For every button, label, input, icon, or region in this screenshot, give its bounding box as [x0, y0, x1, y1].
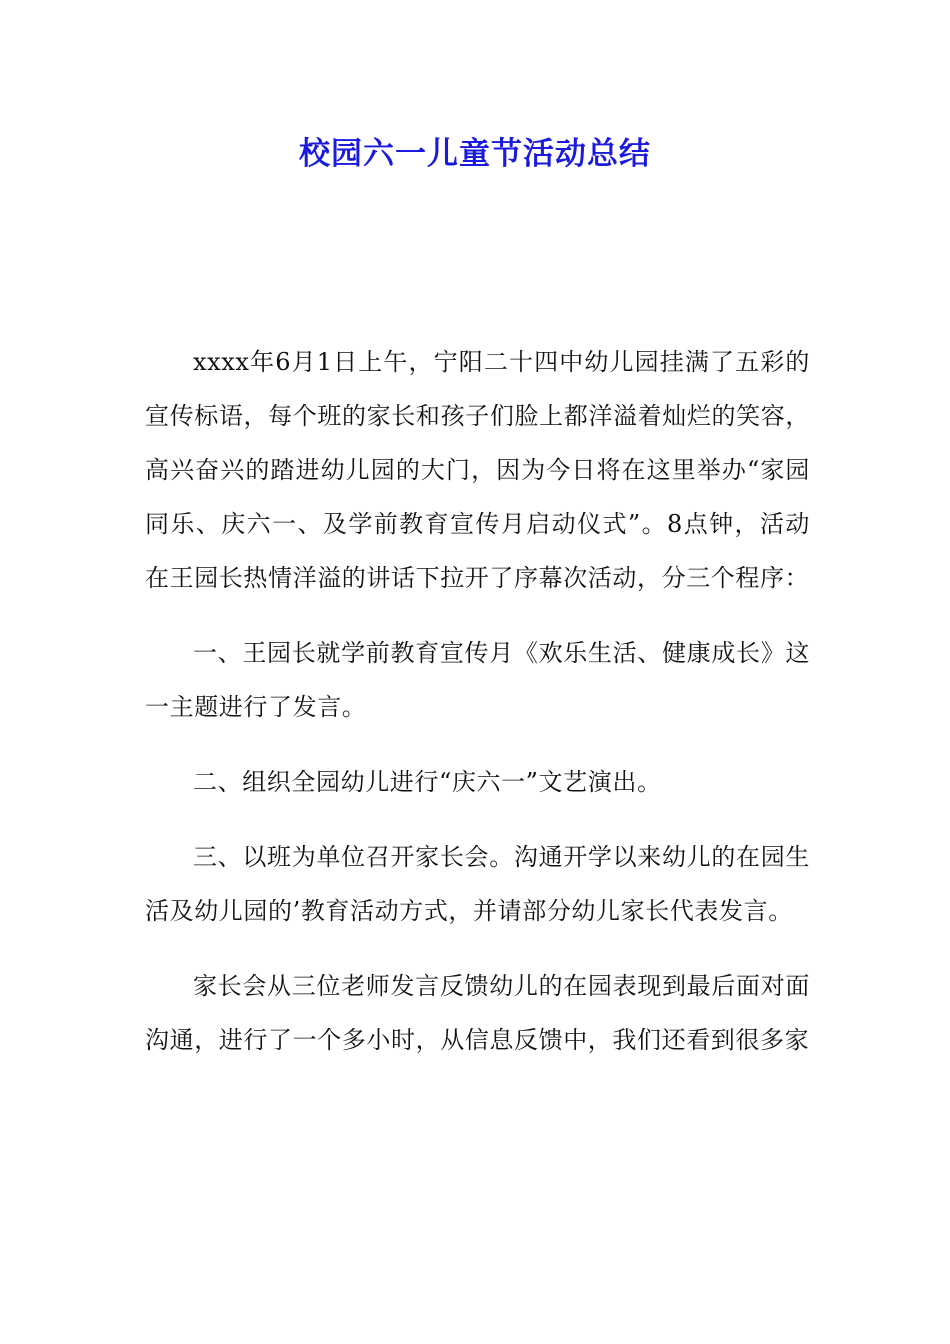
paragraph-parent-meeting: 家长会从三位老师发言反馈幼儿的在园表现到最后面对面沟通，进行了一个多小时，从信息反馈中，我们还看到很多家: [145, 972, 810, 1054]
paragraph-item-three: 三、以班为单位召开家长会。沟通开学以来幼儿的在园生活及幼儿园的’教育活动方式，并请部分幼儿家长代表发言。: [145, 843, 810, 925]
document-body: [145, 335, 810, 1088]
paragraph-item-one: 一、王园长就学前教育宣传月《欢乐生活、健康成长》这一主题进行了发言。: [145, 639, 810, 721]
document-title: 校园六一儿童节活动总结: [299, 136, 651, 172]
paragraph-item-two: 二、组织全园幼儿进行“庆六一”文艺演出。: [193, 768, 662, 796]
paragraph-intro: xxxx年6月1日上午，宁阳二十四中幼儿园挂满了五彩的宣传标语，每个班的家长和孩子们脸上都洋溢着灿烂的笑容，高兴奋兴的踏进幼儿园的大门，因为今日将在这里举办“家园同乐、庆六一、及学前教育宣传月启动仪式”。8点钟，活动在王园长热情洋溢的讲话下拉开了序幕次活动，分三个程序：: [145, 348, 810, 592]
